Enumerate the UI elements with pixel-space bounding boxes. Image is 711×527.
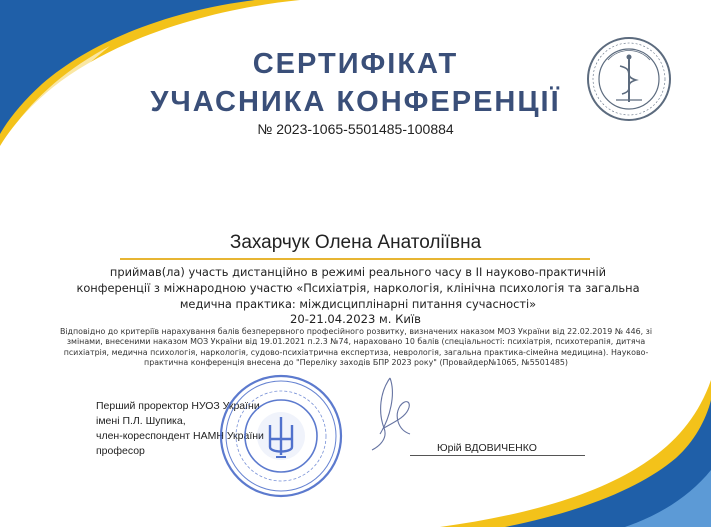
body-line: медична практика: міждисциплінарні питання сучасності»: [179, 297, 537, 311]
recipient-name: Захарчук Олена Анатоліївна: [229, 232, 482, 253]
fine-print-line: змінами, внесеними наказом МОЗ України від 19.01.2021 п.2.3 №74, нараховано 10 балів (спеціальності: психіатрія, психотерапія, дитяча: [66, 337, 646, 347]
signatory-line: імені П.Л. Шупика,: [96, 415, 186, 427]
fine-print-line: Відповідно до критеріїв нарахування балів безперервного професійного розвитку, визначених наказом МОЗ України від 22.02.2019 № 446, зі: [59, 327, 653, 336]
date-place: 20-21.04.2023 м. Київ: [290, 312, 421, 326]
signature-line: [410, 455, 585, 456]
handwritten-signature: [350, 372, 430, 456]
fine-print-line: психіатрія, медична психологія, наркологія, судово-психіатрична експертиза, неврологія, загальна практика-сімейна медицина). Науково-: [63, 347, 649, 357]
fine-print-line: практична конференція внесена до "Переліку заходів БПР 2023 року" (Провайдер№1065, №5501485): [144, 358, 568, 368]
body-line: конференції з міжнародною участю «Психіатрія, наркологія, клінічна психологія та загальна: [76, 281, 640, 295]
participation-text: [68, 264, 648, 312]
fine-print: [30, 327, 682, 369]
signatory-name: Юрій ВДОВИЧЕНКО: [437, 442, 537, 454]
certificate-number: № 2023-1065-5501485-100884: [257, 121, 454, 137]
trident-stamp-icon: [218, 373, 344, 499]
signatory-line: професор: [96, 445, 145, 457]
certificate-subtitle: УЧАСНИКА КОНФЕРЕНЦІЇ: [150, 86, 561, 118]
certificate-title: СЕРТИФІКАТ: [252, 48, 459, 80]
name-underline: [120, 258, 590, 260]
signatory-line: член-кореспондент НАМН України: [96, 430, 264, 442]
body-line: приймав(ла) участь дистанційно в режимі реального часу в ІІ науково-практичній: [109, 265, 607, 279]
signatory-line: Перший проректор НУОЗ України: [96, 400, 260, 412]
